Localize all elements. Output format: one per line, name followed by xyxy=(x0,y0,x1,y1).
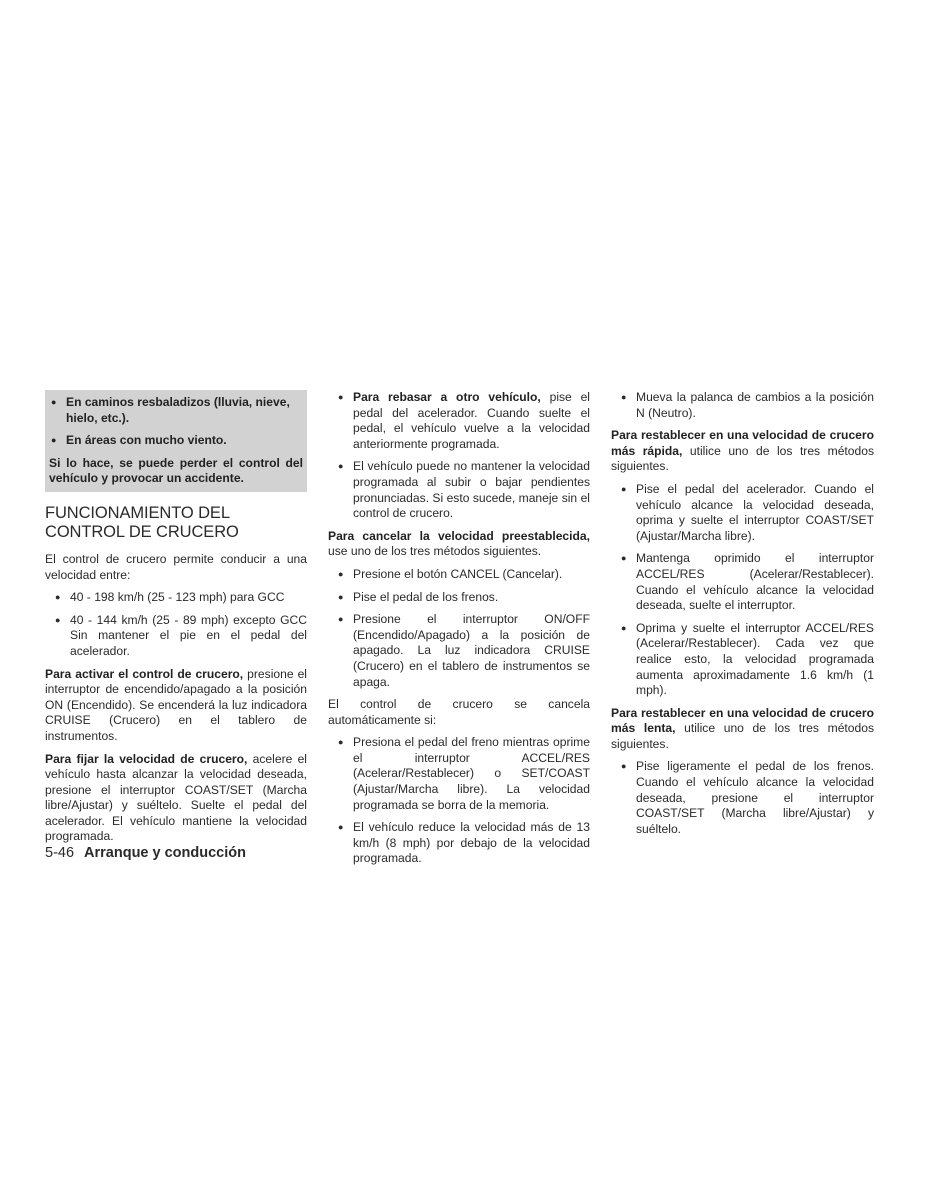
cancel-text: use uno de los tres métodos siguientes. xyxy=(328,544,542,559)
list-item: ● Presione el interruptor ON/OFF (Encendido/Apagado) a la posición de apagado. La luz indicadora CRUISE (Crucero) en el tablero de instrumentos se apaga. xyxy=(328,612,590,690)
set-speed-paragraph xyxy=(45,752,307,846)
auto-cancel-paragraph: El control de crucero se cancela automáticamente si: xyxy=(328,697,590,727)
list-item: ● 40 - 198 km/h (25 - 123 mph) para GCC xyxy=(45,590,307,606)
list-item xyxy=(328,459,590,521)
list-item xyxy=(328,390,590,452)
page-number: 5-46 xyxy=(45,845,75,861)
set-lead: Para fijar la velocidad de crucero, xyxy=(45,751,248,766)
overtake-lead: Para rebasar a otro vehículo, xyxy=(353,390,541,404)
faster-paragraph xyxy=(611,428,874,475)
slower-paragraph xyxy=(611,706,874,753)
intro-paragraph: El control de crucero permite conducir a una velocidad entre: xyxy=(45,551,307,582)
list-item: ● Pise el pedal del acelerador. Cuando el vehículo alcance la velocidad deseada, oprima y suelte el interruptor COAST/SET (Ajustar/Marcha libre). xyxy=(611,482,874,544)
list-item: ● Mantenga oprimido el interruptor ACCEL/RES (Acelerar/Restablecer). Cuando el vehículo alcance la velocidad deseada, suelte el interruptor. xyxy=(611,551,874,613)
section-title: Arranque y conducción xyxy=(84,845,246,861)
column-3 xyxy=(611,390,874,844)
activate-lead: Para activar el control de crucero, xyxy=(45,666,244,681)
column-2 xyxy=(328,390,590,874)
list-item: ● Pise ligeramente el pedal de los frenos. Cuando el vehículo alcance la velocidad deseada, presione el interruptor COAST/SET (Marcha libre/Ajustar) y suéltelo. xyxy=(611,759,874,837)
list-item: ● Pise el pedal de los frenos. xyxy=(328,590,590,606)
slower-text: utilice uno de los tres métodos siguientes. xyxy=(611,721,875,751)
list-item: ● El vehículo reduce la velocidad más de 13 km/h (8 mph) por debajo de la velocidad programada. xyxy=(328,820,590,867)
list-item: ● Presione el botón CANCEL (Cancelar). xyxy=(328,567,590,583)
overtake-text: pise el pedal del acelerador. Cuando suelte el pedal, el vehículo vuelve a la velocidad anteriormente programada. xyxy=(353,390,590,451)
section-heading: FUNCIONAMIENTO DEL CONTROL DE CRUCERO xyxy=(45,503,239,541)
list-item: ● Oprima y suelte el interruptor ACCEL/RES (Acelerar/Restablecer). Cada vez que realice esto, la velocidad programada aumenta aproximadamente 1.6 km/h (1 mph). xyxy=(611,621,874,699)
cancel-paragraph xyxy=(328,529,590,560)
page-footer xyxy=(45,846,246,862)
faster-text: utilice uno de los tres métodos siguientes. xyxy=(611,443,874,474)
list-item: ● 40 - 144 km/h (25 - 89 mph) excepto GCC Sin mantener el pie en el pedal del acelerador. xyxy=(45,613,307,660)
slope-text: El vehículo puede no mantener la velocidad programada al subir o bajar pendientes pronunciadas. Si esto sucede, maneje sin el control de crucero. xyxy=(353,459,590,521)
warning-note: Si lo hace, se puede perder el control del vehículo y provocar un accidente. xyxy=(49,455,303,486)
warning-box xyxy=(45,390,307,492)
activate-paragraph xyxy=(45,667,307,745)
warning-bullet: ● En áreas con mucho viento. xyxy=(49,433,303,449)
faster-lead: Para restablecer en una velocidad de crucero más rápida, xyxy=(611,428,874,458)
warning-bullet: ● En caminos resbaladizos (lluvia, nieve, hielo, etc.). xyxy=(49,395,303,426)
column-1 xyxy=(45,390,307,852)
list-item: ● Mueva la palanca de cambios a la posición N (Neutro). xyxy=(611,390,874,421)
list-item: ● Presiona el pedal del freno mientras oprime el interruptor ACCEL/RES (Acelerar/Restablecer) o SET/COAST (Ajustar/Marcha libre). La velocidad programada se borra de la memoria. xyxy=(328,735,590,813)
slower-lead: Para restablecer en una velocidad de crucero más lenta, xyxy=(611,705,874,736)
cancel-lead: Para cancelar la velocidad preestablecida, xyxy=(328,528,590,543)
activate-text: presione el interruptor de encendido/apagado a la posición ON (Encendido). Se encenderá la luz indicadora CRUISE (Crucero) en el tablero de instrumentos. xyxy=(45,666,307,743)
set-text: acelere el vehículo hasta alcanzar la velocidad deseada, presione el interruptor COAST/SET (Marcha libre/Ajustar) y suéltelo. Suelte el pedal del acelerador. El vehículo mantiene la velocidad programada. xyxy=(45,751,307,844)
